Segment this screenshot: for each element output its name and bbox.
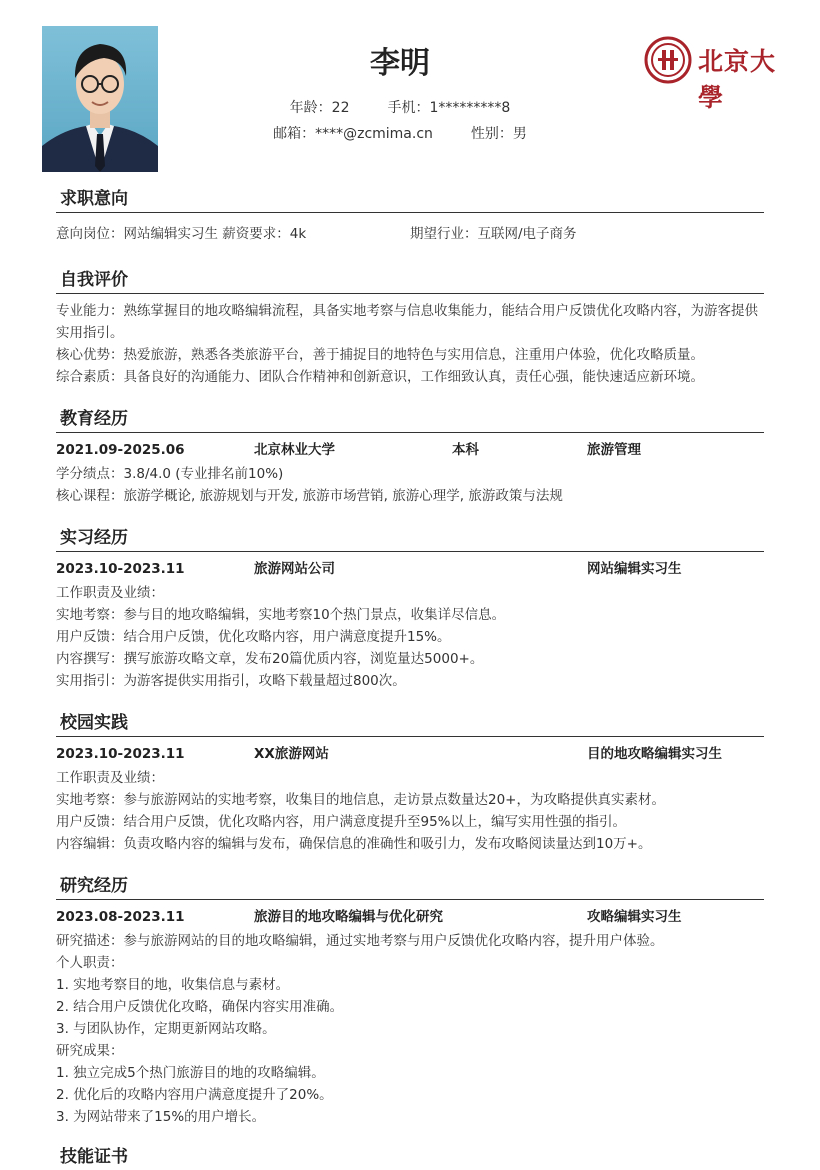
research-role: 攻略编辑实习生 xyxy=(587,909,682,925)
section-title: 求职意向 xyxy=(56,186,764,213)
candidate-name: 李明 xyxy=(370,46,430,81)
section-title: 教育经历 xyxy=(56,406,764,433)
internship-line: 实地考察：参与目的地攻略编辑，实地考察10个热门景点，收集详尽信息。 xyxy=(56,607,506,623)
section-title: 研究经历 xyxy=(56,873,764,900)
intent-position: 意向岗位：网站编辑实习生 薪资要求：4k xyxy=(56,226,307,242)
intent-row xyxy=(56,223,764,245)
age-label: 年龄： xyxy=(289,100,332,116)
research-row xyxy=(56,906,764,928)
university-logo xyxy=(644,36,794,112)
research-line: 2. 优化后的攻略内容用户满意度提升了20%。 xyxy=(56,1087,333,1103)
phone-value: 1*********8 xyxy=(429,100,511,116)
university-name-logo: 北京大學 xyxy=(698,47,777,112)
section-research xyxy=(56,873,764,1128)
education-line: 核心课程：旅游学概论, 旅游规划与开发, 旅游市场营销, 旅游心理学, 旅游政策与法规 xyxy=(56,488,563,504)
research-line: 2. 结合用户反馈优化攻略，确保内容实用准确。 xyxy=(56,999,344,1015)
age-value: 22 xyxy=(331,100,350,116)
self-eval-line: 综合素质：具备良好的沟通能力、团队合作精神和创新意识，工作细致认真，责任心强，能快速适应新环境。 xyxy=(56,369,704,385)
contact-line-2 xyxy=(0,123,800,143)
section-title: 自我评价 xyxy=(56,267,764,294)
internship-company: 旅游网站公司 xyxy=(254,561,335,577)
education-line: 学分绩点：3.8/4.0 (专业排名前10%) xyxy=(56,466,284,482)
research-line: 研究成果： xyxy=(56,1043,124,1059)
section-campus xyxy=(56,710,764,855)
internship-period: 2023.10-2023.11 xyxy=(56,561,185,577)
section-title: 校园实践 xyxy=(56,710,764,737)
gender-value: 男 xyxy=(512,126,527,142)
education-major: 旅游管理 xyxy=(587,442,641,458)
campus-line: 内容编辑：负责攻略内容的编辑与发布，确保信息的准确性和吸引力，发布攻略阅读量达到10万+。 xyxy=(56,836,652,852)
email-value: ****@zcmima.cn xyxy=(315,126,433,142)
intent-industry: 期望行业：互联网/电子商务 xyxy=(410,226,577,242)
campus-line: 工作职责及业绩： xyxy=(56,770,164,786)
section-title: 技能证书 xyxy=(60,1147,128,1167)
internship-line: 工作职责及业绩： xyxy=(56,585,164,601)
research-project: 旅游目的地攻略编辑与优化研究 xyxy=(254,909,443,925)
internship-line: 用户反馈：结合用户反馈，优化攻略内容，用户满意度提升15%。 xyxy=(56,629,451,645)
education-degree: 本科 xyxy=(452,442,479,458)
email-label: 邮箱： xyxy=(273,126,316,142)
campus-role: 目的地攻略编辑实习生 xyxy=(587,746,722,762)
research-line: 1. 独立完成5个热门旅游目的地的攻略编辑。 xyxy=(56,1065,325,1081)
campus-row xyxy=(56,743,764,765)
section-education xyxy=(56,406,764,507)
section-intent xyxy=(56,186,764,245)
campus-line: 实地考察：参与旅游网站的实地考察，收集目的地信息，走访景点数量达20+，为攻略提供真实素材。 xyxy=(56,792,665,808)
internship-line: 实用指引：为游客提供实用指引，攻略下载量超过800次。 xyxy=(56,673,406,689)
section-internship xyxy=(56,525,764,692)
phone-label: 手机： xyxy=(387,100,430,116)
education-row xyxy=(56,439,764,461)
research-line: 3. 为网站带来了15%的用户增长。 xyxy=(56,1109,266,1125)
internship-role: 网站编辑实习生 xyxy=(587,561,682,577)
section-title: 实习经历 xyxy=(56,525,764,552)
education-period: 2021.09-2025.06 xyxy=(56,442,185,458)
section-self-eval xyxy=(56,267,764,388)
campus-line: 用户反馈：结合用户反馈，优化攻略内容，用户满意度提升至95%以上，编写实用性强的指引。 xyxy=(56,814,627,830)
internship-line: 内容撰写：撰写旅游攻略文章，发布20篇优质内容，浏览量达5000+。 xyxy=(56,651,484,667)
research-line: 个人职责： xyxy=(56,955,124,971)
research-line: 1. 实地考察目的地，收集信息与素材。 xyxy=(56,977,290,993)
internship-row xyxy=(56,558,764,580)
contact-line-1 xyxy=(0,97,800,117)
campus-period: 2023.10-2023.11 xyxy=(56,746,185,762)
research-period: 2023.08-2023.11 xyxy=(56,909,185,925)
education-school: 北京林业大学 xyxy=(254,442,335,458)
university-seal-icon xyxy=(644,36,692,84)
research-line: 3. 与团队协作，定期更新网站攻略。 xyxy=(56,1021,276,1037)
gender-label: 性别： xyxy=(470,126,513,142)
campus-org: XX旅游网站 xyxy=(254,746,329,762)
self-eval-line: 专业能力：熟练掌握目的地攻略编辑流程，具备实地考察与信息收集能力，能结合用户反馈优化攻略内容，为游客提供实用指引。 xyxy=(56,303,758,341)
self-eval-line: 核心优势：热爱旅游，熟悉各类旅游平台，善于捕捉目的地特色与实用信息，注重用户体验，优化攻略质量。 xyxy=(56,347,704,363)
research-line: 研究描述：参与旅游网站的目的地攻略编辑，通过实地考察与用户反馈优化攻略内容，提升用户体验。 xyxy=(56,933,664,949)
section-skills xyxy=(56,1144,764,1170)
